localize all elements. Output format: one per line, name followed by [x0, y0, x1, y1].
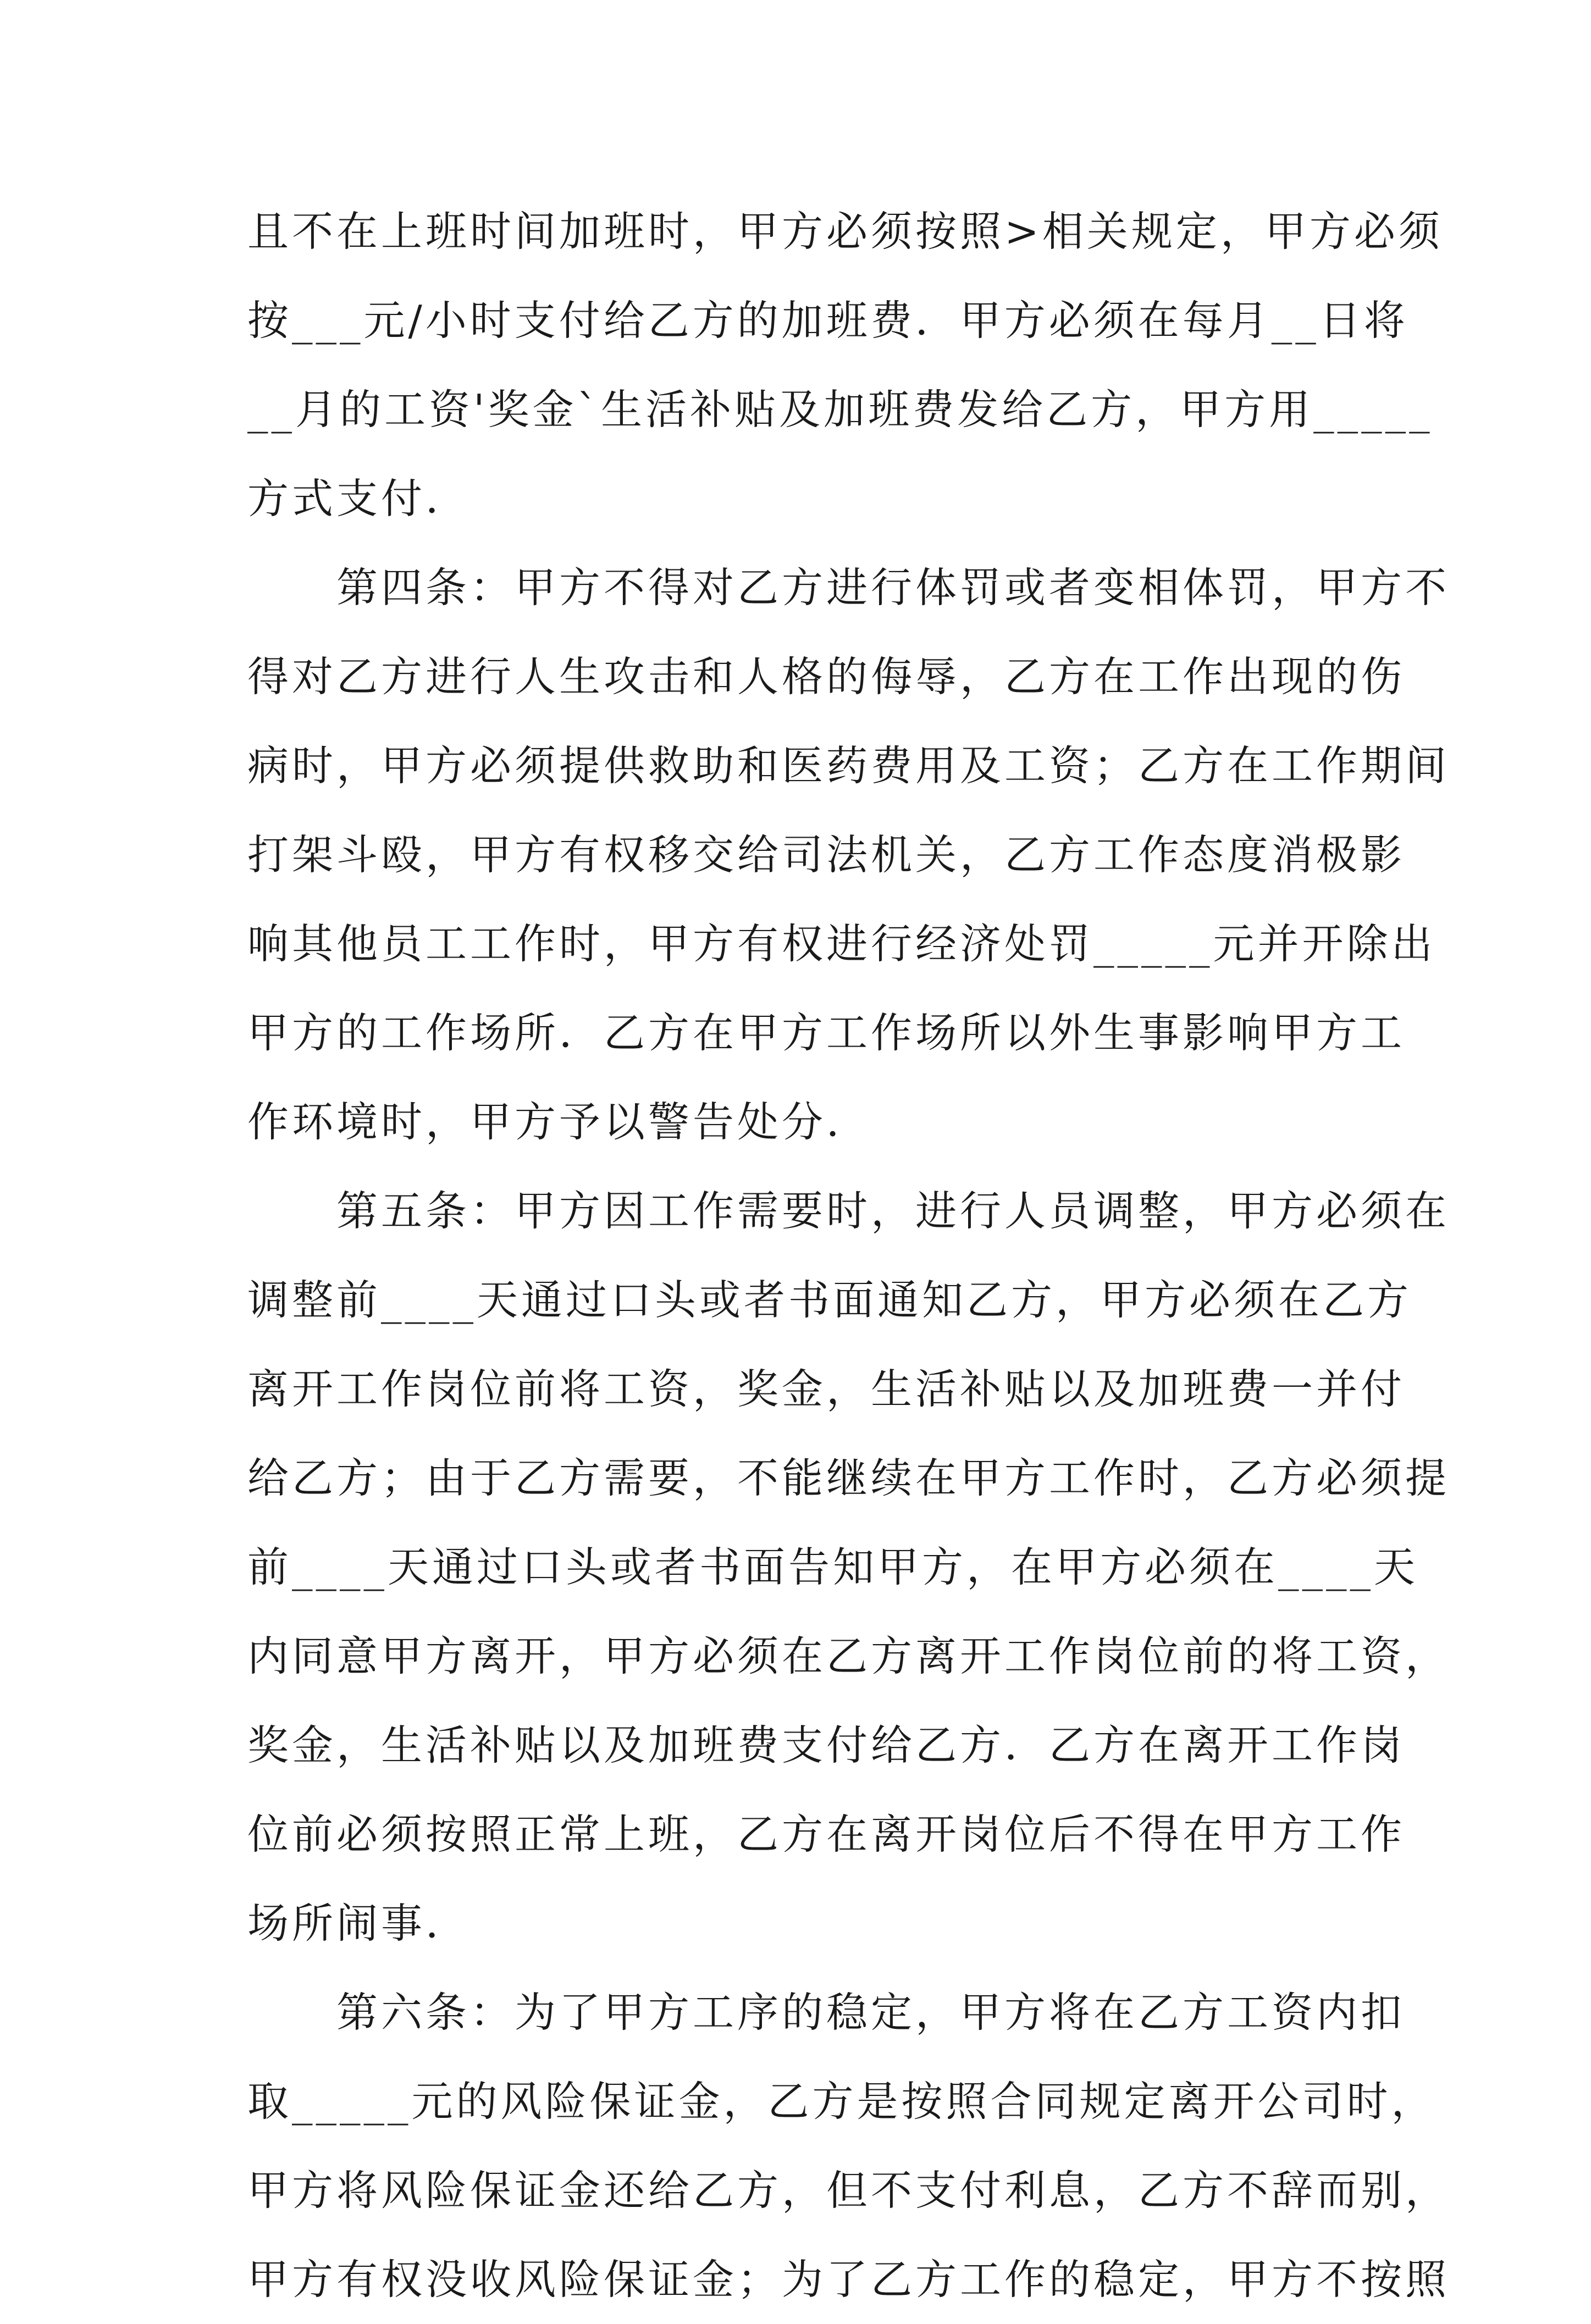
text-line: 甲方有权没收风险保证金；为了乙方工作的稳定，甲方不按照 [247, 2255, 1450, 2304]
text-line: 给乙方；由于乙方需要，不能继续在甲方工作时，乙方必须提 [247, 1454, 1450, 1502]
text-line: 得对乙方进行人生攻击和人格的侮辱，乙方在工作出现的伤 [247, 652, 1406, 701]
text-line: 作环境时，甲方予以警告处分． [247, 1098, 871, 1146]
text-line: __月的工资'奖金`生活补贴及加班费发给乙方，甲方用_____ [247, 385, 1433, 434]
text-line: 第四条：甲方不得对乙方进行体罚或者变相体罚，甲方不 [247, 563, 1450, 612]
text-line: 离开工作岗位前将工资，奖金，生活补贴以及加班费一并付 [247, 1365, 1406, 1413]
text-line: 第五条：甲方因工作需要时，进行人员调整，甲方必须在 [247, 1187, 1450, 1235]
text-line: 响其他员工工作时，甲方有权进行经济处罚_____元并开除出 [247, 920, 1436, 968]
text-line: 病时，甲方必须提供救助和医药费用及工资；乙方在工作期间 [247, 742, 1450, 790]
text-line: 场所闹事． [247, 1899, 471, 1947]
text-line: 且不在上班时间加班时，甲方必须按照>相关规定，甲方必须 [247, 207, 1443, 256]
text-line: 甲方将风险保证金还给乙方，但不支付利息，乙方不辞而别， [247, 2166, 1450, 2215]
paragraph-article-6 [247, 1968, 1450, 2324]
text-line: 调整前____天通过口头或者书面通知乙方，甲方必须在乙方 [247, 1276, 1412, 1324]
text-line: 内同意甲方离开，甲方必须在乙方离开工作岗位前的将工资， [247, 1632, 1450, 1680]
text-line: 打架斗殴，甲方有权移交给司法机关，乙方工作态度消极影 [247, 831, 1406, 879]
paragraph-article-5 [247, 1166, 1450, 1968]
contract-body [247, 187, 1450, 2324]
text-line: 取_____元的风险保证金，乙方是按照合同规定离开公司时， [247, 2077, 1436, 2126]
text-line: 前____天通过口头或者书面告知甲方，在甲方必须在____天 [247, 1543, 1419, 1591]
paragraph-article-4 [247, 543, 1450, 1166]
text-line: 位前必须按照正常上班，乙方在离开岗位后不得在甲方工作 [247, 1810, 1406, 1858]
text-line: 按___元/小时支付给乙方的加班费．甲方必须在每月__日将 [247, 296, 1408, 345]
text-line: 甲方的工作场所．乙方在甲方工作场所以外生事影响甲方工 [247, 1009, 1406, 1057]
text-line: 奖金，生活补贴以及加班费支付给乙方．乙方在离开工作岗 [247, 1721, 1406, 1769]
text-line: 方式支付． [247, 474, 471, 523]
text-line: 第六条：为了甲方工序的稳定，甲方将在乙方工资内扣 [247, 1988, 1406, 2037]
paragraph-overtime-continuation [247, 187, 1443, 543]
